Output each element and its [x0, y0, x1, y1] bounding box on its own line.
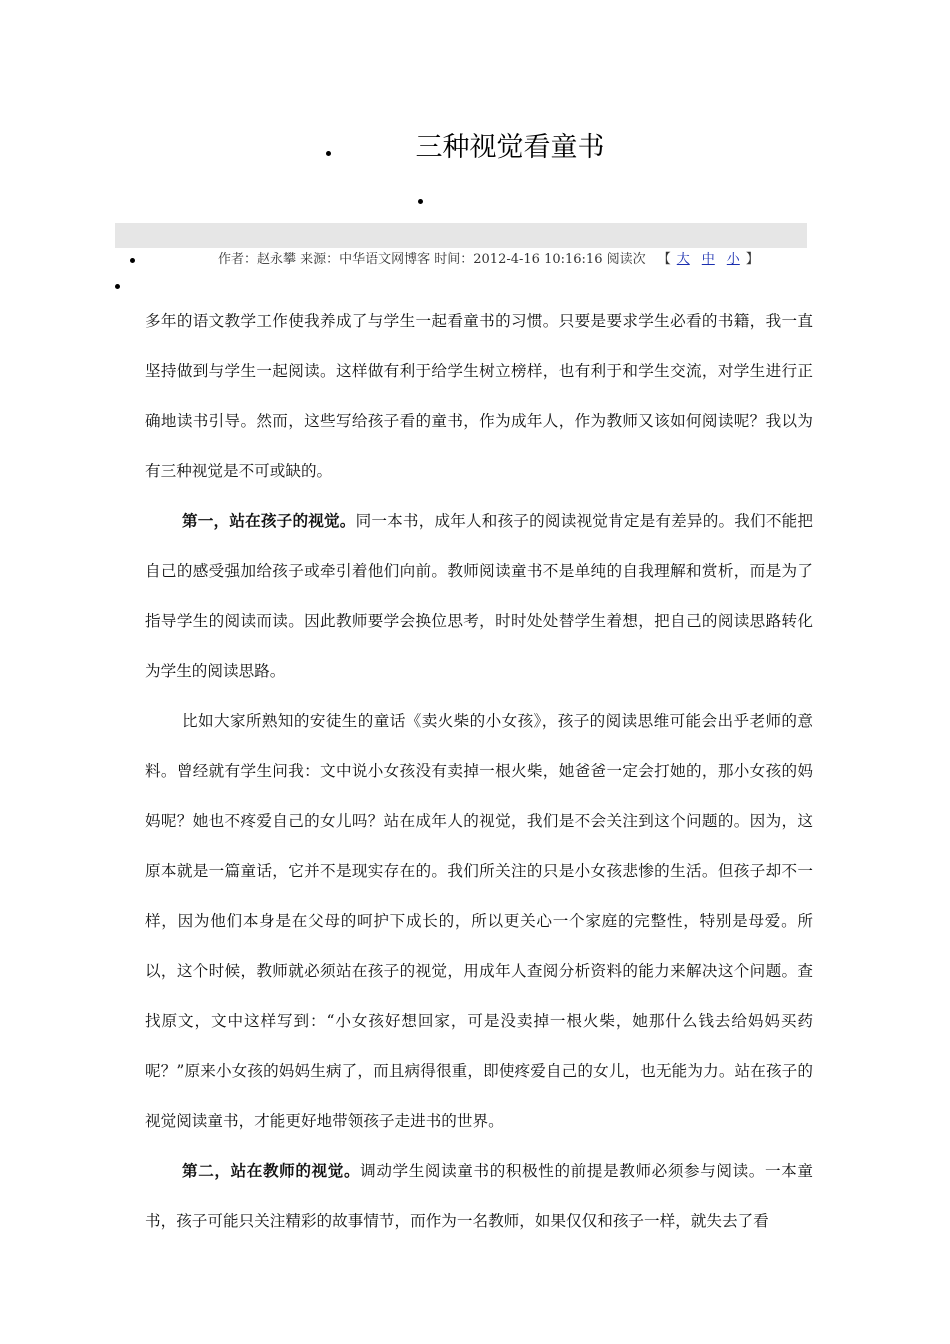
paragraph-text: 同一本书，成年人和孩子的阅读视觉肯定是有差异的。我们不能把自己的感受强加给孩子或牵引着他们向前。教师阅读童书不是单纯的自我理解和赏析，而是为了指导学生的阅读而读。因此教师要学会换位思考，时时处处替学生着想，把自己的阅读思路转化为学生的阅读思路。: [145, 512, 813, 680]
paragraph-text: 调动学生阅读童书的积极性的前提是教师必须参与阅读。一本童书，孩子可能只关注精彩的故事情节，而作为一名教师，如果仅仅和孩子一样，就失去了看: [145, 1162, 813, 1230]
paragraph-child-view: [145, 496, 813, 696]
font-size-large-link[interactable]: 大: [676, 252, 690, 267]
font-size-bracket-close: 】: [745, 252, 759, 267]
list-bullet: [130, 258, 135, 263]
paragraph-intro: 多年的语文教学工作使我养成了与学生一起看童书的习惯。只要是要求学生必看的书籍，我一直坚持做到与学生一起阅读。这样做有利于给学生树立榜样，也有利于和学生交流，对学生进行正确地读书引导。然而，这些写给孩子看的童书，作为成年人，作为教师又该如何阅读呢？我以为有三种视觉是不可或缺的。: [145, 312, 813, 480]
paragraph-lead: 第二，站在教师的视觉。: [182, 1161, 361, 1180]
article-body: [145, 296, 813, 1246]
paragraph-teacher-view: [145, 1146, 813, 1246]
paragraph-example: 比如大家所熟知的安徒生的童话《卖火柴的小女孩》，孩子的阅读思维可能会出乎老师的意料。曾经就有学生问我：文中说小女孩没有卖掉一根火柴，她爸爸一定会打她的，那小女孩的妈妈呢？她也不疼爱自己的女儿吗？站在成年人的视觉，我们是不会关注到这个问题的。因为，这原本就是一篇童话，它并不是现实存在的。我们所关注的只是小女孩悲惨的生活。但孩子却不一样，因为他们本身是在父母的呵护下成长的，所以更关心一个家庭的完整性，特别是母爱。所以，这个时候，教师就必须站在孩子的视觉，用成年人查阅分析资料的能力来解决这个问题。查找原文，文中这样写到：“小女孩好想回家，可是没卖掉一根火柴，她那什么钱去给妈妈买药呢？”原来小女孩的妈妈生病了，而且病得很重，即使疼爱自己的女儿，也无能为力。站在孩子的视觉阅读童书，才能更好地带领孩子走进书的世界。: [145, 712, 813, 1130]
font-size-small-link[interactable]: 小: [726, 252, 740, 267]
article-meta: [218, 250, 759, 270]
header-bar: [115, 223, 807, 248]
meta-info: 作者：赵永攀 来源：中华语文网博客 时间：2012-4-16 10:16:16 阅读次: [218, 252, 646, 267]
list-bullet: [115, 284, 120, 289]
article-title: 三种视觉看童书: [415, 132, 605, 163]
font-size-medium-link[interactable]: 中: [701, 252, 715, 267]
paragraph-lead: 第一，站在孩子的视觉。: [182, 511, 356, 530]
list-bullet: [418, 199, 423, 204]
list-bullet: [326, 151, 331, 156]
font-size-bracket-open: 【: [657, 252, 671, 267]
